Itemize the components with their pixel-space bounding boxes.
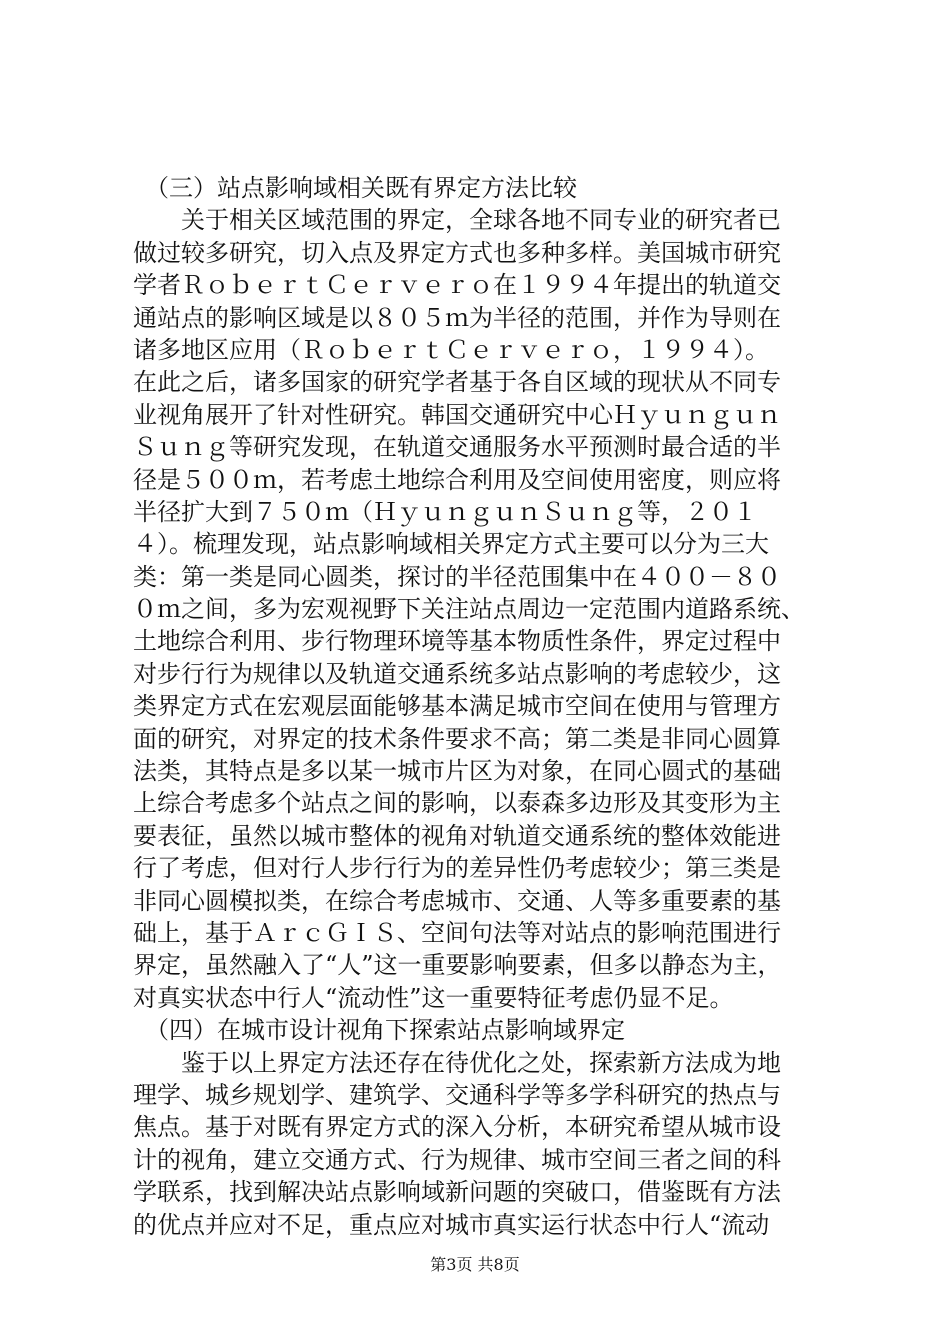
text-line: 要表征，虽然以城市整体的视角对轨道交通系统的整体效能进 bbox=[133, 821, 781, 850]
text-line: 土地综合利用、步行物理环境等基本物质性条件，界定过程中 bbox=[133, 627, 781, 656]
text-line: 础上，基于ＡｒｃＧＩＳ、空间句法等对站点的影响范围进行 bbox=[133, 918, 781, 947]
text-line: ４）。梳理发现，站点影响域相关界定方式主要可以分为三大 bbox=[133, 530, 769, 559]
text-line: 学联系，找到解决站点影响域新问题的突破口，借鉴既有方法 bbox=[133, 1178, 781, 1207]
text-line: 界定，虽然融入了“人”这一重要影响要素，但多以静态为主， bbox=[133, 951, 782, 980]
text-line: 面的研究，对界定的技术条件要求不高；第二类是非同心圆算 bbox=[133, 724, 781, 753]
document-body bbox=[133, 172, 833, 1241]
text-line: 非同心圆模拟类，在综合考虑城市、交通、人等多重要素的基 bbox=[133, 886, 781, 915]
text-line: 学者ＲｏｂｅｒｔＣｅｒｖｅｒｏ在１９９４年提出的轨道交 bbox=[133, 271, 781, 300]
text-line: 计的视角，建立交通方式、行为规律、城市空间三者之间的科 bbox=[133, 1145, 781, 1174]
text-line: 上综合考虑多个站点之间的影响，以泰森多边形及其变形为主 bbox=[133, 789, 781, 818]
text-line: 行了考虑，但对行人步行行为的差异性仍考虑较少；第三类是 bbox=[133, 854, 781, 883]
text-line: 径是５００ｍ，若考虑土地综合利用及空间使用密度，则应将 bbox=[133, 465, 781, 494]
text-line: 的优点并应对不足，重点应对城市真实运行状态中行人“流动 bbox=[133, 1210, 770, 1239]
text-line: 诸多地区应用（ＲｏｂｅｒｔＣｅｒｖｅｒｏ，１９９４）。 bbox=[133, 335, 769, 364]
text-line: 法类，其特点是多以某一城市片区为对象，在同心圆式的基础 bbox=[133, 757, 781, 786]
text-line: （四）在城市设计视角下探索站点影响域界定 bbox=[133, 1016, 625, 1045]
text-line: 鉴于以上界定方法还存在待优化之处，探索新方法成为地 bbox=[133, 1048, 781, 1077]
text-line: （三）站点影响域相关既有界定方法比较 bbox=[133, 174, 577, 202]
text-line: 对步行行为规律以及轨道交通系统多站点影响的考虑较少，这 bbox=[133, 659, 781, 688]
text-line: 理学、城乡规划学、建筑学、交通科学等多学科研究的热点与 bbox=[133, 1080, 781, 1109]
text-line: 在此之后，诸多国家的研究学者基于各自区域的现状从不同专 bbox=[133, 368, 781, 397]
text-line: 对真实状态中行人“流动性”这一重要特征考虑仍显不足。 bbox=[133, 983, 734, 1012]
text-line: 半径扩大到７５０ｍ（ＨｙｕｎｇｕｎＳｕｎｇ等，２０１ bbox=[133, 497, 757, 526]
text-line: 做过较多研究，切入点及界定方式也多种多样。美国城市研究 bbox=[133, 238, 781, 267]
text-line: 通站点的影响区域是以８０５ｍ为半径的范围，并作为导则在 bbox=[133, 303, 781, 332]
text-line: ０ｍ之间，多为宏观视野下关注站点周边一定范围内道路系统、 bbox=[133, 595, 805, 624]
text-line: 类界定方式在宏观层面能够基本满足城市空间在使用与管理方 bbox=[133, 692, 781, 721]
text-line: 类：第一类是同心圆类，探讨的半径范围集中在４００－８０ bbox=[133, 562, 781, 591]
text-line: 业视角展开了针对性研究。韩国交通研究中心Ｈｙｕｎｇｕｎ bbox=[133, 400, 781, 429]
text-line: 焦点。基于对既有界定方式的深入分析，本研究希望从城市设 bbox=[133, 1113, 781, 1142]
text-line: 关于相关区域范围的界定，全球各地不同专业的研究者已 bbox=[133, 206, 781, 235]
page-number: 第3页 共8页 bbox=[430, 1255, 520, 1274]
text-line: Ｓｕｎｇ等研究发现，在轨道交通服务水平预测时最合适的半 bbox=[133, 433, 781, 462]
